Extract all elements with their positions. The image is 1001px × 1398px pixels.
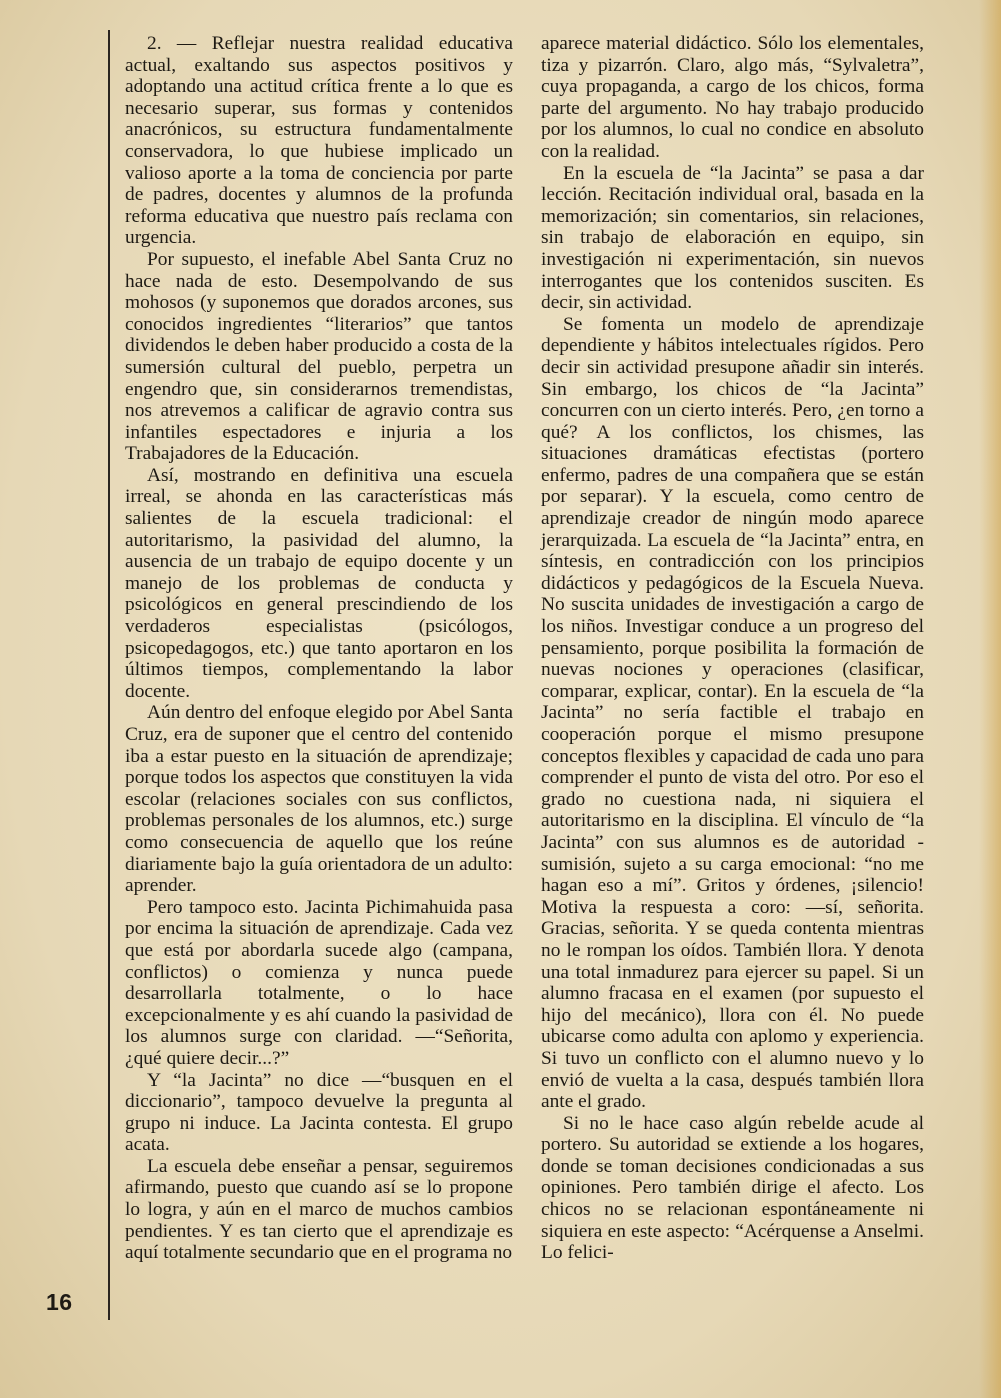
- paragraph: Pero tampoco esto. Jacinta Pichimahuida pasa por encima la situación de aprendizaje. Cada vez que está por abordarla sucede algo (campana, conflictos) o comienza y nunca puede desarrollarla totalmente, o lo hace excepcionalmente y es ahí cuando la pasividad de los alumnos surge con claridad. —“Señorita, ¿qué quiere decir...?”: [125, 896, 513, 1069]
- paragraph: Y “la Jacinta” no dice —“busquen en el diccionario”, tampoco devuelve la pregunta al grupo ni induce. La Jacinta contesta. El grupo acata.: [125, 1069, 513, 1156]
- left-column: [125, 33, 513, 1264]
- paragraph: aparece material didáctico. Sólo los elementales, tiza y pizarrón. Claro, algo más, “Sylvaletra”, cuya propaganda, a cargo de los chicos, forma parte del argumento. No hay trabajo producido por los alumnos, lo cual no condice en absoluto con la realidad.: [541, 33, 924, 162]
- paragraph: 2. — Reflejar nuestra realidad educativa actual, exaltando sus aspectos positivos y adoptando una actitud crítica frente a lo que es necesario superar, sus formas y contenidos anacrónicos, su estructura fundamentalmente conservadora, lo que hubiese implicado un valioso aporte a la toma de conciencia por parte de padres, docentes y alumnos de la profunda reforma educativa que nuestro país reclama con urgencia.: [125, 33, 513, 249]
- paragraph: Aún dentro del enfoque elegido por Abel Santa Cruz, era de suponer que el centro del contenido iba a estar puesto en la situación de aprendizaje; porque todos los aspectos que constituyen la vida escolar (relaciones sociales con sus conflictos, problemas personales de los alumnos, etc.) surge como consecuencia de aquello que los reúne diariamente bajo la guía orientadora de un adulto: aprender.: [125, 702, 513, 897]
- right-column: [541, 33, 924, 1264]
- paragraph: La escuela debe enseñar a pensar, seguiremos afirmando, puesto que cuando así se lo propone lo logra, y aún en el marco de muchos cambios pendientes. Y es tan cierto que el aprendizaje es aquí totalmente secundario que en el programa no: [125, 1155, 513, 1264]
- paragraph: Si no le hace caso algún rebelde acude al portero. Su autoridad se extiende a los hogares, donde se toman decisiones condicionadas a sus opiniones. Pero también dirige el afecto. Los chicos no se relacionan espontáneamente ni siquiera en este aspecto: “Acérquense a Anselmi. Lo felici-: [541, 1112, 924, 1264]
- vertical-rule: [108, 30, 110, 1320]
- page-number: 16: [46, 1289, 73, 1315]
- paragraph: Así, mostrando en definitiva una escuela irreal, se ahonda en las características más salientes de la escuela tradicional: el autoritarismo, la pasividad del alumno, la ausencia de un trabajo de equipo docente y un manejo de los problemas de conducta y psicológicos en general prescindiendo de los verdaderos especialistas (psicólogos, psicopedagogos, etc.) que tanto aportaron en los últimos tiempos, complementando la labor docente.: [125, 464, 513, 702]
- paragraph: En la escuela de “la Jacinta” se pasa a dar lección. Recitación individual oral, basada en la memorización; sin comentarios, sin relaciones, sin trabajo de elaboración en equipo, sin investigación ni experimentación, sin nuevos interrogantes que los contenidos susciten. Es decir, sin actividad.: [541, 162, 924, 314]
- page-edge-shading: [979, 0, 1001, 1398]
- paragraph: Se fomenta un modelo de aprendizaje dependiente y hábitos intelectuales rígidos. Pero decir sin actividad presupone añadir sin interés. Sin embargo, los chicos de “la Jacinta” concurren con un cierto interés. Pero, ¿en torno a qué? A los conflictos, los chismes, las situaciones dramáticas efectistas (portero enfermo, padres de una compañera que se están por separar). Y la escuela, como centro de aprendizaje creador de ningún modo aparece jerarquizada. La escuela de “la Jacinta” entra, en síntesis, en contradicción con los principios didácticos y pedagógicos de la Escuela Nueva. No suscita unidades de investigación a cargo de los niños. Investigar conduce a un progreso del pensamiento, porque posibilita la formación de nuevas nociones y operaciones (clasificar, comparar, explicar, contar). En la escuela de “la Jacinta” no sería factible el trabajo en cooperación porque el mismo presupone conceptos flexibles y capacidad de cada uno para comprender el punto de vista del otro. Por eso el grado no cuestiona nada, ni siquiera el autoritarismo en la disciplina. El vínculo de “la Jacinta” con sus alumnos es de autoridad - sumisión, sujeto a su carga emocional: “no me hagan eso a mí”. Gritos y órdenes, ¡silencio! Motiva la respuesta a coro: —sí, señorita. Gracias, señorita. Y se queda contenta mientras no le rompan los oídos. También llora. Y denota una total inmadurez para ejercer su papel. Si un alumno fracasa en el examen (por supuesto el hijo del mecánico), llora con él. No puede ubicarse como adulta con aplomo y experiencia. Si tuvo un conflicto con el alumno nuevo y lo envió de vuelta a la casa, después también llora ante el grado.: [541, 313, 924, 1113]
- paragraph: Por supuesto, el inefable Abel Santa Cruz no hace nada de esto. Desempolvando de sus mohosos (y suponemos que dorados arcones, sus conocidos ingredientes “literarios” que tantos dividendos le deben haber producido a costa de la sumersión cultural del pueblo, perpetra un engendro que, sin considerarnos tremendistas, nos atrevemos a calificar de agravio contra sus infantiles espectadores e injuria a los Trabajadores de la Educación.: [125, 248, 513, 465]
